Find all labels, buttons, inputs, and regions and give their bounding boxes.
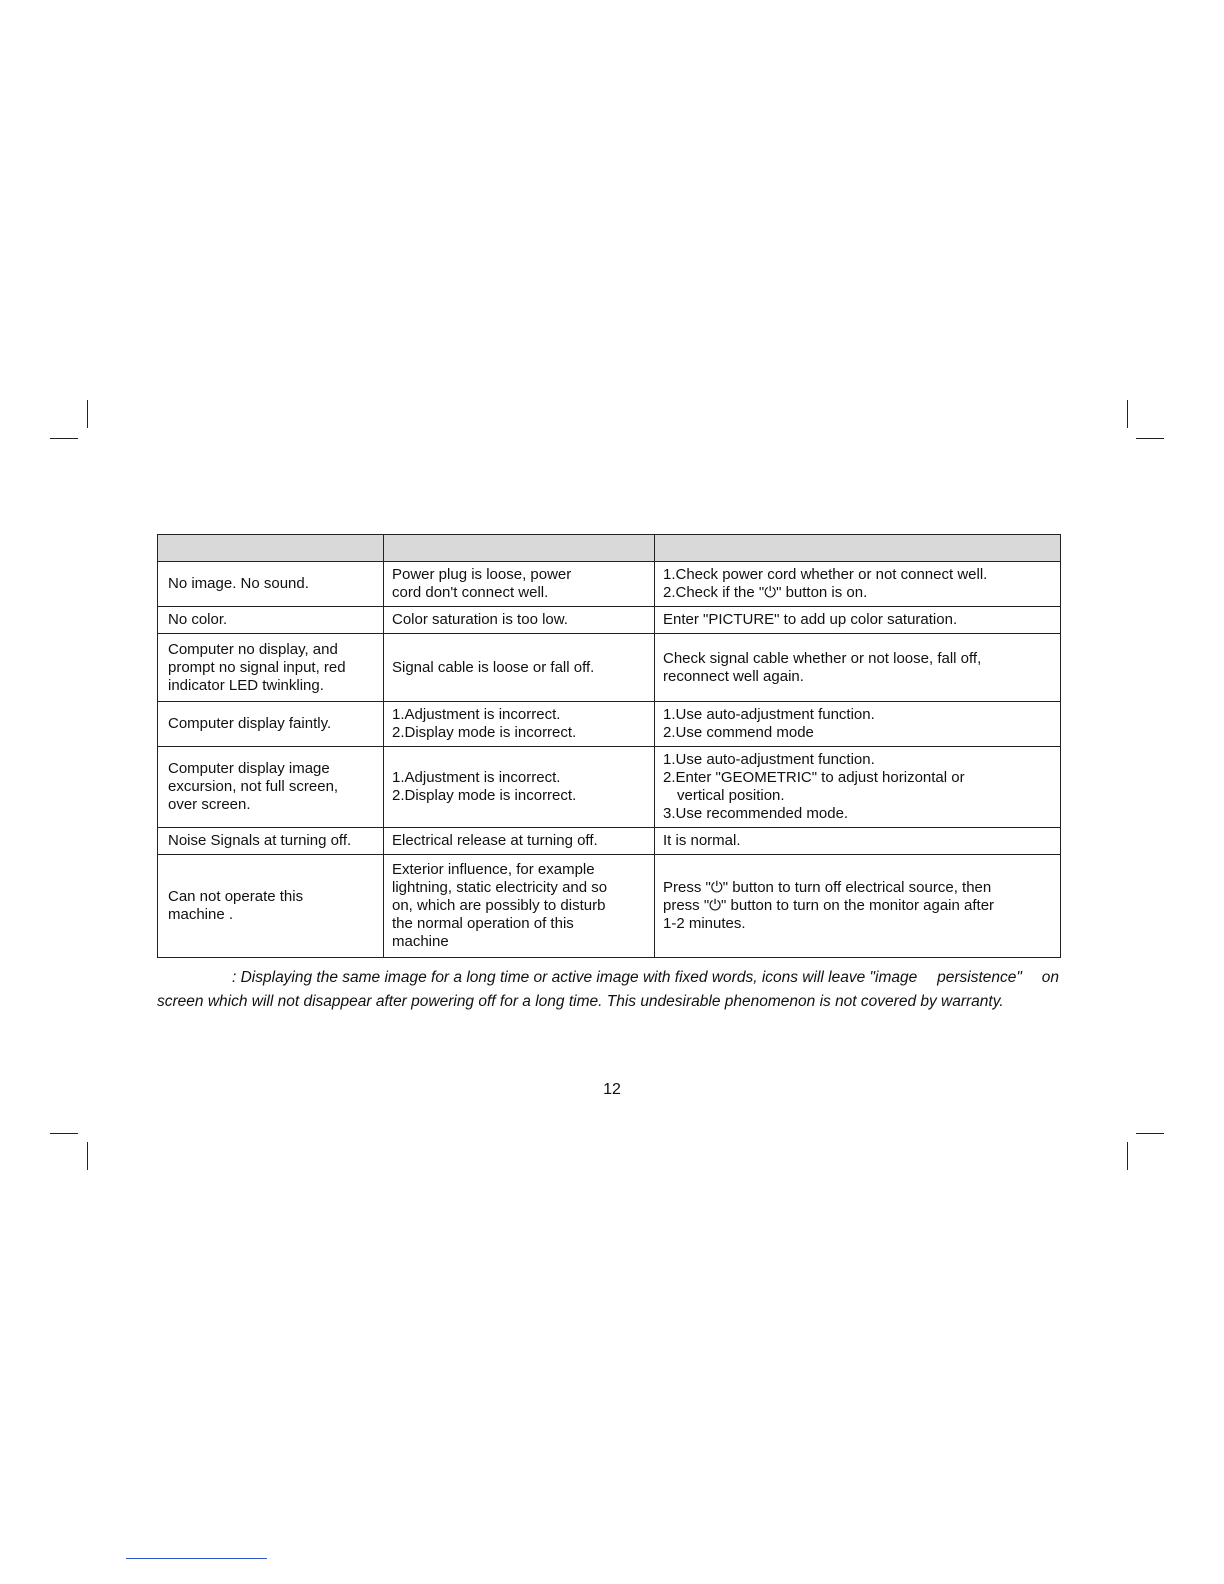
problem-cell: Computer no display, and prompt no signal input, red indicator LED twinkling.	[158, 634, 384, 702]
troubleshooting-table	[157, 534, 1061, 958]
solution-cell: Check signal cable whether or not loose, fall off, reconnect well again.	[655, 634, 1061, 702]
note-rest: persistence" on screen which will not disappear after powering off for a long time. This undesirable phenomenon is not covered by warranty.	[157, 969, 1059, 1010]
problem-cell: Computer display faintly.	[158, 702, 384, 747]
solution-cell: Enter "PICTURE" to add up color saturation.	[655, 607, 1061, 634]
table-row	[158, 634, 1061, 702]
header-problem	[158, 535, 384, 562]
header-solution	[655, 535, 1061, 562]
table-row	[158, 607, 1061, 634]
bottom-link-underline	[126, 1558, 267, 1559]
solution-cell: It is normal.	[655, 828, 1061, 855]
header-cause	[384, 535, 655, 562]
cause-cell: 1.Adjustment is incorrect. 2.Display mode is incorrect.	[384, 702, 655, 747]
problem-cell: Can not operate this machine .	[158, 855, 384, 958]
solution-cell: Press "⏻" button to turn off electrical source, then press "⏻" button to turn on the monitor again after 1-2 minutes.	[655, 855, 1061, 958]
warranty-note	[157, 966, 1059, 1014]
crop-mark-bottom-left-horizontal	[50, 1133, 78, 1134]
problem-cell: Computer display image excursion, not full screen, over screen.	[158, 747, 384, 828]
table-row	[158, 702, 1061, 747]
table-row	[158, 828, 1061, 855]
crop-mark-bottom-left-vertical	[87, 1142, 88, 1170]
cause-cell: 1.Adjustment is incorrect. 2.Display mode is incorrect.	[384, 747, 655, 828]
cause-cell: Signal cable is loose or fall off.	[384, 634, 655, 702]
table-row	[158, 855, 1061, 958]
crop-mark-top-right-vertical	[1127, 400, 1128, 428]
crop-mark-top-right-horizontal	[1136, 438, 1164, 439]
solution-cell: 1.Check power cord whether or not connect well. 2.Check if the "⏻" button is on.	[655, 562, 1061, 607]
cause-cell: Electrical release at turning off.	[384, 828, 655, 855]
cause-cell: Color saturation is too low.	[384, 607, 655, 634]
solution-cell: 1.Use auto-adjustment function. 2.Use commend mode	[655, 702, 1061, 747]
crop-mark-bottom-right-vertical	[1127, 1142, 1128, 1170]
crop-mark-top-left-vertical	[87, 400, 88, 428]
solution-cell: 1.Use auto-adjustment function. 2.Enter "GEOMETRIC" to adjust horizontal or vertical position. 3.Use recommended mode.	[655, 747, 1061, 828]
page-number: 12	[603, 1081, 621, 1098]
cause-cell: Power plug is loose, power cord don't connect well.	[384, 562, 655, 607]
table-row	[158, 747, 1061, 828]
crop-mark-bottom-right-horizontal	[1136, 1133, 1164, 1134]
note-line-1: : Displaying the same image for a long time or active image with fixed words, icons will leave "image	[232, 969, 918, 986]
cause-cell: Exterior influence, for example lightning, static electricity and so on, which are possibly to disturb the normal operation of this machine	[384, 855, 655, 958]
table-row	[158, 562, 1061, 607]
table-header-row	[158, 535, 1061, 562]
problem-cell: Noise Signals at turning off.	[158, 828, 384, 855]
problem-cell: No image. No sound.	[158, 562, 384, 607]
crop-mark-top-left-horizontal	[50, 438, 78, 439]
problem-cell: No color.	[158, 607, 384, 634]
